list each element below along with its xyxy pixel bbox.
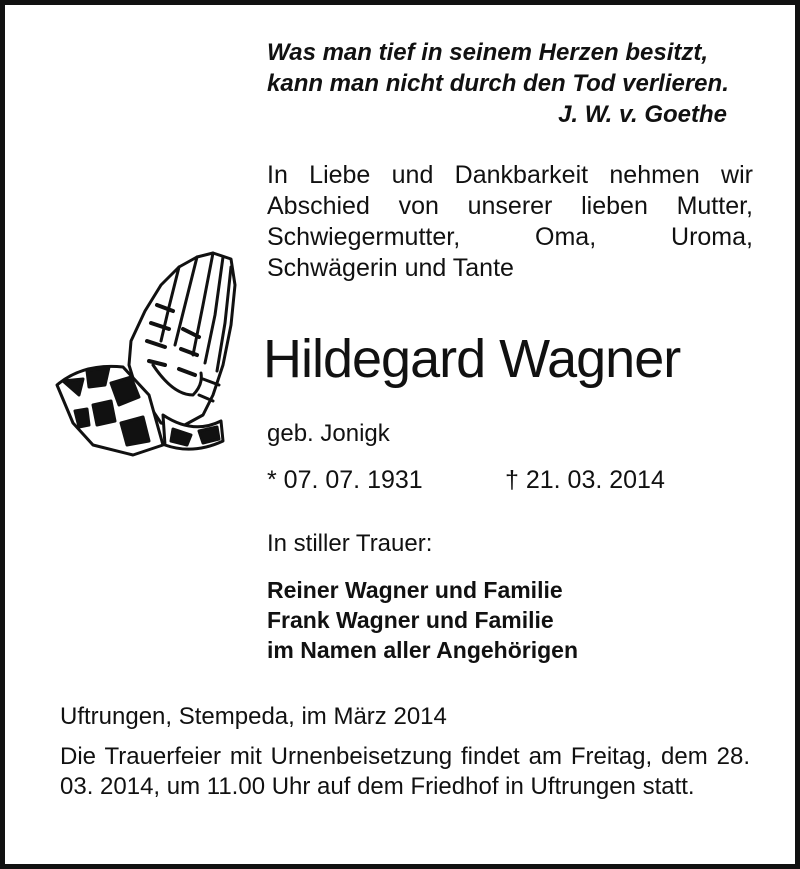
praying-hands-icon [53, 245, 243, 460]
quote-line-2: kann man nicht durch den Tod verlieren. [267, 70, 729, 97]
deceased-name: Hildegard Wagner [263, 329, 681, 389]
mourners-list [267, 575, 747, 665]
mourner-line: im Namen aller Angehörigen [267, 637, 578, 663]
place-date: Uftrungen, Stempeda, im März 2014 [60, 703, 447, 730]
death-date: † 21. 03. 2014 [505, 466, 665, 494]
mourner-line: Frank Wagner und Familie [267, 607, 554, 633]
mourner-line: Reiner Wagner und Familie [267, 577, 563, 603]
quote-author: J. W. v. Goethe [558, 101, 727, 128]
birth-name: geb. Jonigk [267, 420, 390, 447]
intro-text: In Liebe und Dankbarkeit nehmen wir Abschied von unserer lieben Mutter, Schwiegermutter, Oma, Uroma, Schwägerin und Tante [267, 161, 753, 282]
goethe-quote [267, 37, 767, 130]
mourning-heading: In stiller Trauer: [267, 530, 433, 557]
quote-line-1: Was man tief in seinem Herzen besitzt, [267, 39, 709, 66]
birth-date: * 07. 07. 1931 [267, 466, 423, 494]
funeral-service-info: Die Trauerfeier mit Urnenbeisetzung findet am Freitag, dem 28. 03. 2014, um 11.00 Uhr auf dem Friedhof in Uftrungen statt. [60, 743, 750, 800]
